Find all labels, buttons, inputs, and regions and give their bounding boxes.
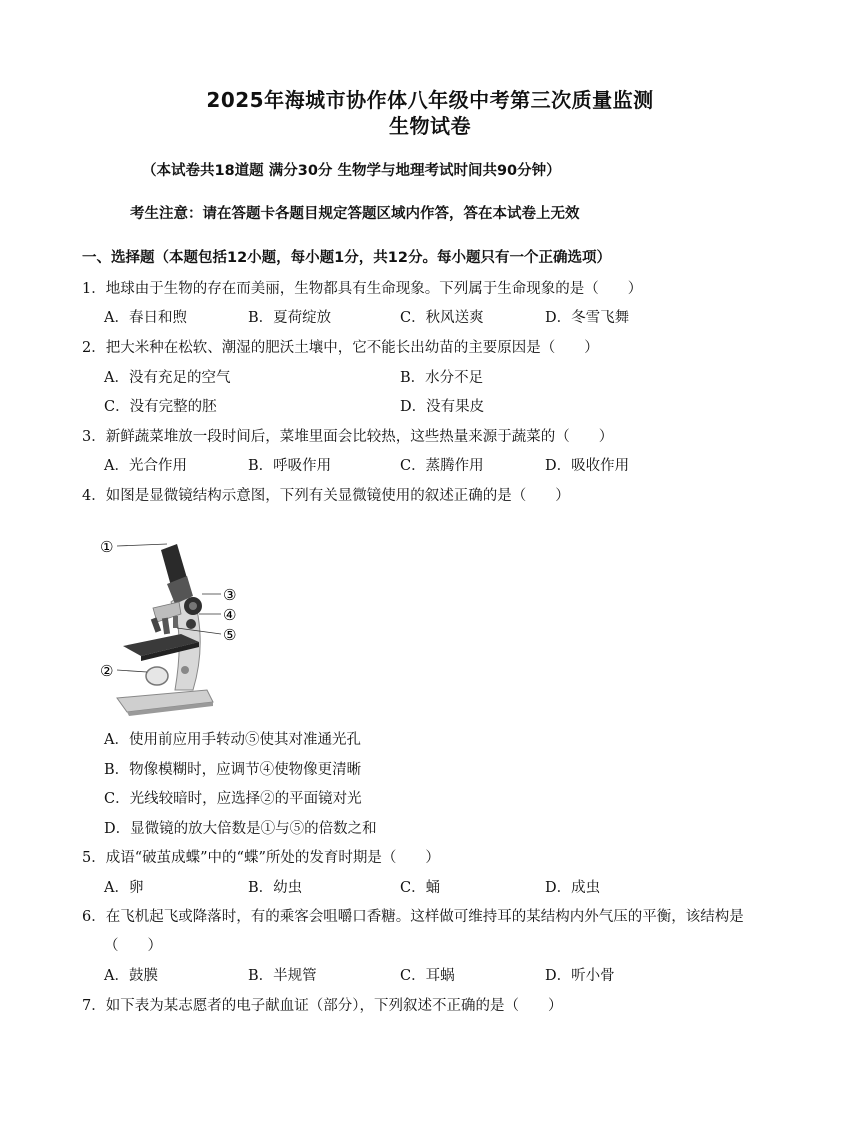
option-b: B．半规管 [248, 968, 317, 984]
figure-label-1: ① [100, 538, 114, 556]
option-b: B．物像模糊时，应调节④使物像更清晰 [104, 762, 362, 778]
option-a: A．没有充足的空气 [104, 370, 231, 386]
option-b: B．幼虫 [248, 880, 303, 896]
option-d: D．冬雪飞舞 [545, 310, 630, 326]
option-a: A．使用前应用手转动⑤使其对准通光孔 [104, 732, 361, 748]
question-stem: 1．地球由于生物的存在而美丽，生物都具有生命现象。下列属于生命现象的是（ ） [82, 281, 643, 297]
option-c: C．光线较暗时，应选择②的平面镜对光 [104, 791, 362, 807]
option-b: B．夏荷绽放 [248, 310, 332, 326]
figure-label-2: ② [100, 662, 114, 680]
option-c: C．蛹 [400, 880, 441, 896]
option-c: C．蒸腾作用 [400, 458, 484, 474]
option-c: C．耳蜗 [400, 968, 455, 984]
section-heading: 一、选择题（本题包括12小题，每小题1分，共12分。每小题只有一个正确选项） [82, 250, 611, 266]
question-stem: 2．把大米种在松软、潮湿的肥沃土壤中，它不能长出幼苗的主要原因是（ ） [82, 340, 599, 356]
option-a: A．卵 [104, 880, 144, 896]
option-d: D．吸收作用 [545, 458, 630, 474]
question-stem: 4．如图是显微镜结构示意图，下列有关显微镜使用的叙述正确的是（ ） [82, 488, 570, 504]
option-d: D．没有果皮 [400, 399, 485, 415]
option-d: D．成虫 [545, 880, 601, 896]
figure-label-3: ③ [223, 586, 237, 604]
option-c: C．秋风送爽 [400, 310, 484, 326]
option-b: B．呼吸作用 [248, 458, 332, 474]
figure-label-4: ④ [223, 606, 237, 624]
option-a: A．光合作用 [104, 458, 187, 474]
question-stem: 6．在飞机起飞或降落时，有的乘客会咀嚼口香糖。这样做可维持耳的某结构内外气压的平衡，该结构是 [82, 909, 744, 925]
option-a: A．春日和煦 [104, 310, 187, 326]
exam-title-line1: 2025年海城市协作体八年级中考第三次质量监测 [206, 88, 654, 112]
exam-notice: 考生注意：请在答题卡各题目规定答题区域内作答，答在本试卷上无效 [130, 206, 580, 222]
exam-note: （本试卷共18道题 满分30分 生物学与地理考试时间共90分钟） [142, 163, 561, 179]
option-b: B．水分不足 [400, 370, 484, 386]
option-d: D．听小骨 [545, 968, 615, 984]
option-d: D．显微镜的放大倍数是①与⑤的倍数之和 [104, 821, 377, 837]
option-c: C．没有完整的胚 [104, 399, 217, 415]
question-stem: 3．新鲜蔬菜堆放一段时间后，菜堆里面会比较热，这些热量来源于蔬菜的（ ） [82, 429, 614, 445]
question-stem: 5．成语“破茧成蝶”中的“蝶”所处的发育时期是（ ） [82, 850, 440, 866]
question-stem-continued: （ ） [104, 938, 162, 954]
microscope-figure [97, 530, 247, 720]
figure-label-5: ⑤ [223, 626, 237, 644]
exam-title-line2: 生物试卷 [389, 114, 471, 138]
option-a: A．鼓膜 [104, 968, 158, 984]
question-stem: 7．如下表为某志愿者的电子献血证（部分），下列叙述不正确的是（ ） [82, 998, 563, 1014]
